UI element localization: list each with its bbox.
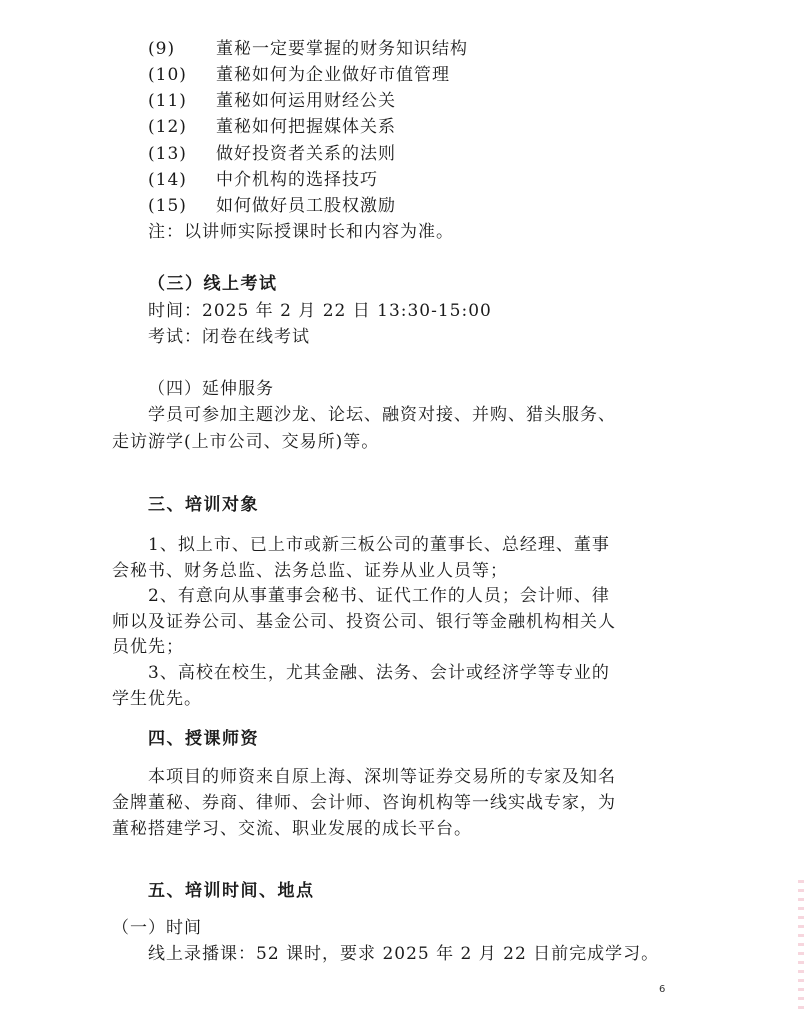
list-item-text: 中介机构的选择技巧 xyxy=(216,170,378,190)
list-item xyxy=(148,169,378,191)
section-heading-time-location: 五、培训时间、地点 xyxy=(148,881,315,901)
exam-format: 考试：闭卷在线考试 xyxy=(148,327,310,347)
section-heading-training-targets: 三、培训对象 xyxy=(148,495,259,515)
seal-stamp-edge xyxy=(798,880,804,1010)
paragraph-line: 金牌董秘、券商、律师、会计师、咨询机构等一线实战专家，为 xyxy=(112,793,616,813)
list-item-number: (13) xyxy=(148,144,187,164)
note: 注：以讲师实际授课时长和内容为准。 xyxy=(148,222,454,242)
section-heading-extended-service: （四）延伸服务 xyxy=(148,379,274,399)
paragraph-line: 2、有意向从事董事会秘书、证代工作的人员；会计师、律 xyxy=(148,586,610,606)
paragraph-line: 本项目的师资来自原上海、深圳等证券交易所的专家及知名 xyxy=(148,767,616,787)
page-number: 6 xyxy=(659,984,666,995)
list-item-number: (12) xyxy=(148,117,187,137)
list-item xyxy=(148,38,468,60)
paragraph-line: 员优先； xyxy=(112,637,184,657)
list-item-number: (15) xyxy=(148,196,187,216)
list-item xyxy=(148,116,396,138)
section-heading-online-exam: （三）线上考试 xyxy=(148,274,278,294)
paragraph-line: 董秘搭建学习、交流、职业发展的成长平台。 xyxy=(112,819,472,839)
list-item xyxy=(148,64,450,86)
list-item-text: 董秘如何为企业做好市值管理 xyxy=(216,65,450,85)
exam-time: 时间：2025 年 2 月 22 日 13:30-15:00 xyxy=(148,301,492,321)
list-item-number: (11) xyxy=(148,91,187,111)
list-item-number: (9) xyxy=(148,39,176,59)
list-item-text: 做好投资者关系的法则 xyxy=(216,144,396,164)
paragraph-line: 线上录播课：52 课时，要求 2025 年 2 月 22 日前完成学习。 xyxy=(148,944,660,964)
list-item xyxy=(148,90,396,112)
list-item-number: (10) xyxy=(148,65,187,85)
paragraph-line: 1、拟上市、已上市或新三板公司的董事长、总经理、董事 xyxy=(148,535,610,555)
list-item-text: 董秘一定要掌握的财务知识结构 xyxy=(216,39,468,59)
section-heading-instructors: 四、授课师资 xyxy=(148,729,259,749)
list-item-text: 董秘如何把握媒体关系 xyxy=(216,117,396,137)
list-item xyxy=(148,143,396,165)
list-item xyxy=(148,195,396,217)
paragraph-line: 会秘书、财务总监、法务总监、证券从业人员等； xyxy=(112,561,508,581)
list-item-text: 如何做好员工股权激励 xyxy=(216,196,396,216)
paragraph-line: 学生优先。 xyxy=(112,689,202,709)
paragraph-line: 师以及证券公司、基金公司、投资公司、银行等金融机构相关人 xyxy=(112,612,616,632)
list-item-text: 董秘如何运用财经公关 xyxy=(216,91,396,111)
paragraph-line: 走访游学(上市公司、交易所)等。 xyxy=(112,432,380,452)
subsection-heading-time: （一）时间 xyxy=(112,918,202,938)
list-item-number: (14) xyxy=(148,170,187,190)
paragraph-line: 学员可参加主题沙龙、论坛、融资对接、并购、猎头服务、 xyxy=(148,405,616,425)
paragraph-line: 3、高校在校生，尤其金融、法务、会计或经济学等专业的 xyxy=(148,663,610,683)
